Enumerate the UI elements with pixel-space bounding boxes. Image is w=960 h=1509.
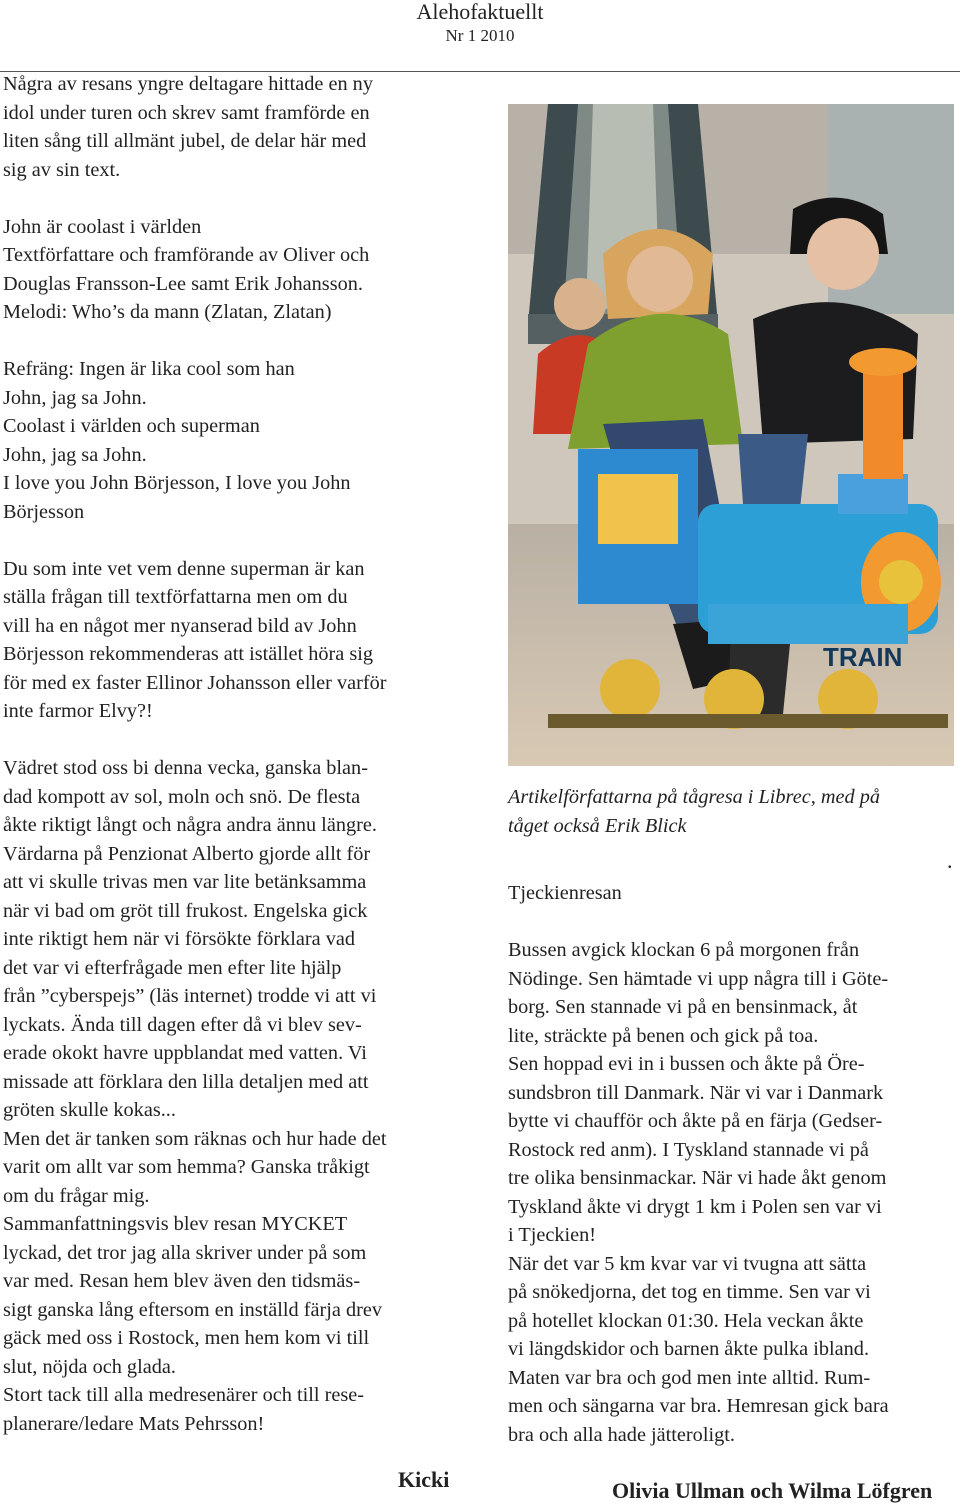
text-line: det var vi efterfrågade men efter lite hjälp — [3, 956, 342, 979]
text-line: ställa frågan till textförfattarna men om du — [3, 586, 348, 608]
paragraph-gap — [3, 526, 473, 555]
text-line: för med ex faster Ellinor Johansson eller varför — [3, 671, 387, 694]
text-line: sig av sin text. — [3, 158, 121, 181]
text-line: var med. Resan hem blev även den tidsmäs- — [3, 1270, 361, 1292]
text-line: vill ha en något mer nyanserad bild av John — [3, 614, 357, 637]
masthead — [400, 0, 560, 44]
text-line: att vi skulle trivas men var lite betänksamma — [3, 871, 367, 893]
text-line: Stort tack till alla medresenärer och till rese- — [3, 1384, 364, 1406]
text-line: Maten var bra och god men inte alltid. Rum- — [508, 1366, 871, 1389]
caption-line: Artikelförfattarna på tågresa i Librec, med på — [508, 786, 880, 808]
text-line: bra och alla hade jätteroligt. — [508, 1423, 735, 1446]
text-line: Textförfattare och framförande av Oliver och — [3, 244, 370, 266]
text-line: gäck med oss i Rostock, men hem kom vi till — [3, 1327, 370, 1349]
text-line: gröten skulle kokas... — [3, 1099, 176, 1121]
caption-line: tåget också Erik Blick — [508, 814, 687, 837]
text-line: dad kompott av sol, moln och snö. De flesta — [3, 785, 361, 808]
text-line: Börjesson rekommenderas att istället höra sig — [3, 643, 374, 665]
text-line: Melodi: Who’s da mann (Zlatan, Zlatan) — [3, 301, 332, 323]
text-line: på snökedjorna, det tog en timme. Sen var vi — [508, 1281, 871, 1303]
text-line: om du frågar mig. — [3, 1184, 150, 1207]
paragraph-gap — [3, 184, 473, 213]
left-signature: Kicki — [398, 1467, 450, 1492]
text-line: Börjesson — [3, 500, 85, 523]
text-line: Refräng: Ingen är lika cool som han — [3, 358, 295, 380]
issue-number: Nr 1 2010 — [445, 26, 515, 45]
text-line: sundsbron till Danmark. När vi var i Danmark — [508, 1081, 884, 1104]
text-line: Bussen avgick klockan 6 på morgonen från — [508, 939, 860, 961]
text-line: Sammanfattningsvis blev resan MYCKET — [3, 1213, 348, 1235]
text-line: sigt ganska lång eftersom en inställd färja drev — [3, 1298, 383, 1321]
text-line: när vi bad om gröt till frukost. Engelska gick — [3, 899, 368, 922]
text-line: Douglas Fransson-Lee samt Erik Johansson. — [3, 272, 363, 295]
train-label: TRAIN — [823, 642, 903, 672]
photo-illustration — [508, 104, 954, 766]
text-line: liten sång till allmänt jubel, de delar här med — [3, 130, 367, 152]
text-line: på hotellet klockan 01:30. Hela veckan åkte — [508, 1309, 864, 1332]
text-line: erade okokt havre uppblandat med vatten. Vi — [3, 1042, 367, 1064]
text-line: planerare/ledare Mats Pehrsson! — [3, 1412, 265, 1435]
right-signature: Olivia Ullman och Wilma Löfgren — [612, 1478, 933, 1503]
text-line: bytte vi chaufför och åkte på en färja (Gedser- — [508, 1110, 883, 1132]
paragraph-gap — [508, 908, 958, 937]
photo-caption — [508, 783, 958, 840]
text-line: Tyskland åkte vi drygt 1 km i Polen sen var vi — [508, 1195, 882, 1218]
text-line: missade att förklara den lilla detaljen med att — [3, 1070, 369, 1093]
text-line: lyckad, det tror jag alla skriver under på som — [3, 1241, 367, 1264]
publication-title: Alehofaktuellt — [416, 0, 544, 24]
text-line: inte riktigt hem när vi försökte förklara vad — [3, 928, 355, 950]
text-line: men och sängarna var bra. Hemresan gick bara — [508, 1395, 889, 1417]
text-line: slut, nöjda och glada. — [3, 1355, 176, 1378]
paragraph-gap — [3, 327, 473, 356]
text-line: tre olika bensinmackar. När vi hade åkt genom — [508, 1167, 887, 1189]
text-line: Tjeckienresan — [508, 882, 622, 904]
text-line: När det var 5 km kvar var vi tvugna att sätta — [508, 1252, 867, 1275]
text-line: varit om allt var som hemma? Ganska tråkigt — [3, 1156, 370, 1178]
text-line: Nödinge. Sen hämtade vi upp några till i Göte- — [508, 967, 889, 990]
text-line: John är coolast i världen — [3, 215, 202, 238]
text-line: John, jag sa John. — [3, 443, 147, 466]
text-line: Du som inte vet vem denne superman är kan — [3, 557, 365, 580]
stray-dot: . — [947, 848, 953, 873]
text-line: inte farmor Elvy?! — [3, 700, 153, 722]
text-line: borg. Sen stannade vi på en bensinmack, åt — [508, 996, 858, 1018]
text-line: lyckats. Ända till dagen efter då vi blev sev- — [3, 1013, 362, 1036]
text-line: vi längdskidor och barnen åkte pulka ibland. — [508, 1338, 870, 1360]
right-article-column — [508, 879, 958, 1449]
paragraph-gap — [3, 726, 473, 755]
text-line: Men det är tanken som räknas och hur hade det — [3, 1127, 387, 1150]
text-line: från ”cyberspejs” (läs internet) trodde vi att vi — [3, 985, 377, 1007]
text-line: John, jag sa John. — [3, 386, 147, 409]
text-line: idol under turen och skrev samt framförde en — [3, 101, 370, 124]
text-line: I love you John Börjesson, I love you John — [3, 472, 351, 494]
text-line: Coolast i världen och superman — [3, 415, 260, 437]
left-article-column — [3, 70, 473, 1438]
text-line: Sen hoppad evi in i bussen och åkte på Öre- — [508, 1053, 865, 1075]
text-line: i Tjeckien! — [508, 1224, 597, 1246]
text-line: Rostock red anm). I Tyskland stannade vi på — [508, 1138, 869, 1161]
text-line: åkte riktigt långt och några andra ännu längre. — [3, 814, 377, 836]
text-line: Värdarna på Penzionat Alberto gjorde allt för — [3, 842, 371, 865]
text-line: Vädret stod oss bi denna vecka, ganska blan- — [3, 757, 368, 779]
article-photo — [508, 104, 954, 766]
text-line: Några av resans yngre deltagare hittade en ny — [3, 73, 373, 95]
text-line: lite, sträckte på benen och gick på toa. — [508, 1024, 819, 1047]
